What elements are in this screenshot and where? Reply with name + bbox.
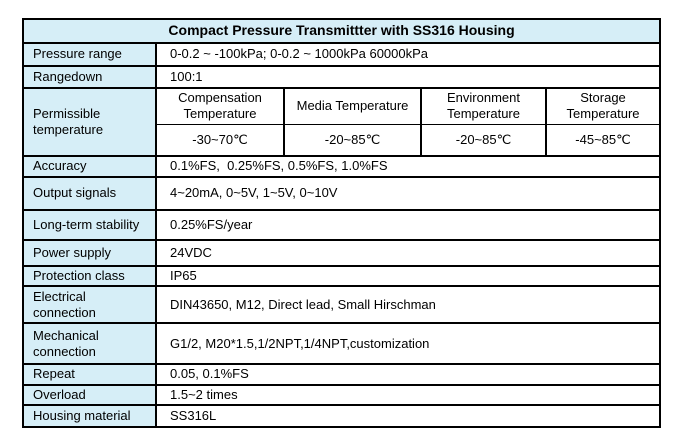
row-label-rangedown: Rangedown	[23, 66, 156, 88]
table-row	[23, 88, 660, 124]
row-value-repeat: 0.05, 0.1%FS	[156, 364, 660, 384]
row-value-pressure-range: 0-0.2 ~ -100kPa; 0-0.2 ~ 1000kPa 60000kPa	[156, 43, 660, 66]
temp-value-compensation: -30~70℃	[156, 124, 284, 156]
table-title: Compact Pressure Transmittter with SS316 Housing	[23, 19, 660, 43]
temp-header-environment: Environment Temperature	[421, 88, 546, 124]
table-row	[23, 323, 660, 364]
row-value-accuracy: 0.1%FS, 0.25%FS, 0.5%FS, 1.0%FS	[156, 156, 660, 177]
row-label-long-term-stability: Long-term stability	[23, 210, 156, 240]
row-label-overload: Overload	[23, 385, 156, 405]
row-label-output-signals: Output signals	[23, 177, 156, 210]
row-value-protection-class: IP65	[156, 266, 660, 286]
temp-value-media: -20~85℃	[284, 124, 421, 156]
row-value-housing-material: SS316L	[156, 405, 660, 427]
row-value-long-term-stability: 0.25%FS/year	[156, 210, 660, 240]
table-row	[23, 19, 660, 43]
table-row	[23, 286, 660, 323]
temp-header-storage: Storage Temperature	[546, 88, 660, 124]
row-label-housing-material: Housing material	[23, 405, 156, 427]
table-row	[23, 43, 660, 66]
row-label-repeat: Repeat	[23, 364, 156, 384]
table-row	[23, 156, 660, 177]
temp-value-storage: -45~85℃	[546, 124, 660, 156]
table-row	[23, 66, 660, 88]
row-label-mechanical-connection: Mechanical connection	[23, 323, 156, 364]
row-value-overload: 1.5~2 times	[156, 385, 660, 405]
table-row	[23, 177, 660, 210]
row-value-mechanical-connection: G1/2, M20*1.5,1/2NPT,1/4NPT,customization	[156, 323, 660, 364]
table-row	[23, 405, 660, 427]
row-label-protection-class: Protection class	[23, 266, 156, 286]
row-value-power-supply: 24VDC	[156, 240, 660, 266]
table-row	[23, 210, 660, 240]
row-value-rangedown: 100:1	[156, 66, 660, 88]
row-value-output-signals: 4~20mA, 0~5V, 1~5V, 0~10V	[156, 177, 660, 210]
temp-header-compensation: Compensation Temperature	[156, 88, 284, 124]
row-label-electrical-connection: Electrical connection	[23, 286, 156, 323]
table-row	[23, 266, 660, 286]
row-label-pressure-range: Pressure range	[23, 43, 156, 66]
table-row	[23, 385, 660, 405]
row-label-power-supply: Power supply	[23, 240, 156, 266]
temp-value-environment: -20~85℃	[421, 124, 546, 156]
table-row	[23, 364, 660, 384]
temp-header-media: Media Temperature	[284, 88, 421, 124]
row-value-electrical-connection: DIN43650, M12, Direct lead, Small Hirschman	[156, 286, 660, 323]
spec-table	[22, 18, 661, 428]
row-label-accuracy: Accuracy	[23, 156, 156, 177]
row-label-permissible-temperature: Permissible temperature	[23, 88, 156, 156]
table-row	[23, 240, 660, 266]
